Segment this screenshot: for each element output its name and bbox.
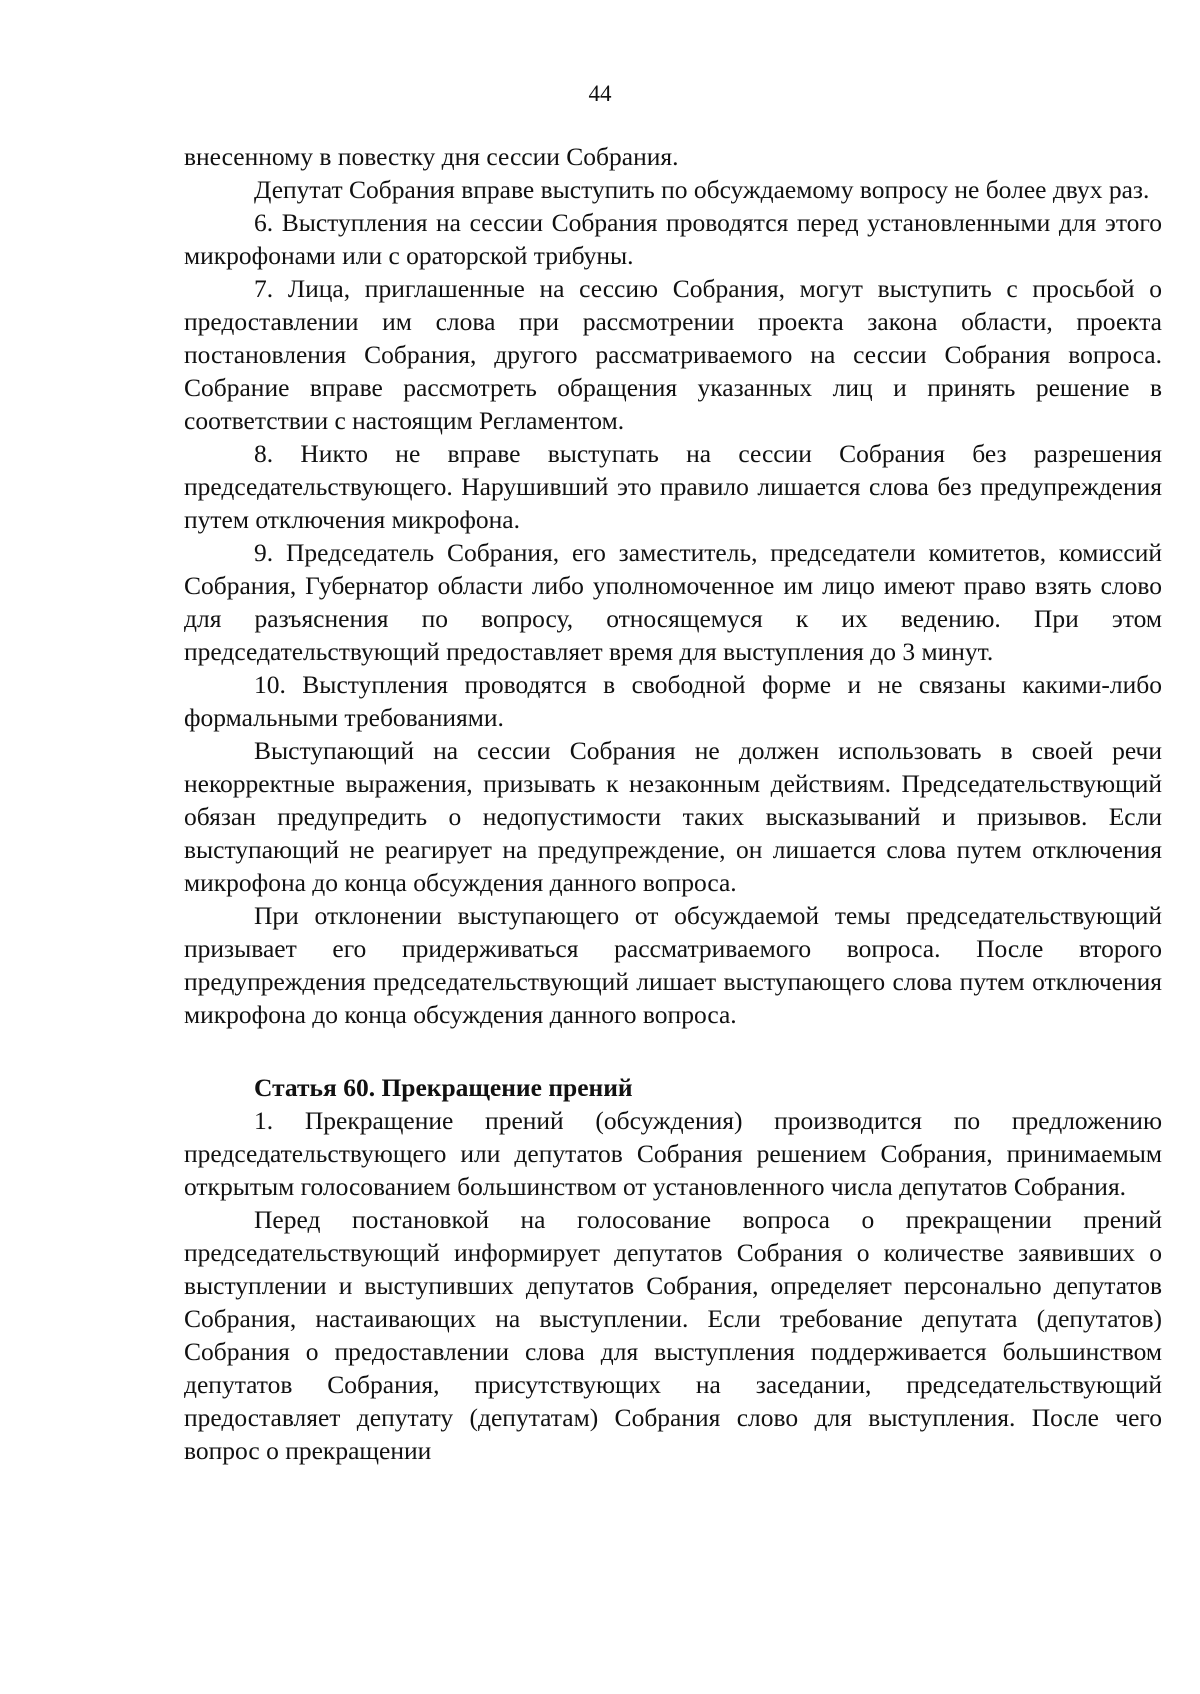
paragraph-article-60-item-1: 1. Прекращение прений (обсуждения) производится по предложению председательствующего или депутатов Собрания решением Собрания, принимаемым открытым голосованием большинством от установленного числа депутатов Собрания.	[184, 1106, 1162, 1201]
page-number: 44	[588, 81, 612, 106]
article-60-heading: Статья 60. Прекращение прений	[254, 1073, 633, 1102]
paragraph-deputy-speaks-twice: Депутат Собрания вправе выступить по обсуждаемому вопросу не более двух раз.	[254, 175, 1150, 204]
paragraph-item-8: 8. Никто не вправе выступать на сессии Собрания без разрешения председательствующего. Нарушивший это правило лишается слова без предупреждения путем отключения микрофона.	[184, 439, 1162, 534]
paragraph-item-7: 7. Лица, приглашенные на сессию Собрания, могут выступить с просьбой о предоставлении им слова при рассмотрении проекта закона области, проекта постановления Собрания, другого рассматриваемого на сессии Собрания вопроса. Собрание вправе рассмотреть обращения указанных лиц и принять решение в соответствии с настоящим Регламентом.	[184, 274, 1162, 435]
paragraph-item-10: 10. Выступления проводятся в свободной форме и не связаны какими-либо формальными требованиями.	[184, 670, 1162, 732]
paragraph-continuation: внесенному в повестку дня сессии Собрания.	[184, 142, 679, 171]
paragraph-speaker-conduct: Выступающий на сессии Собрания не должен использовать в своей речи некорректные выражения, призывать к незаконным действиям. Председательствующий обязан предупредить о недопустимости таких высказываний и призывов. Если выступающий не реагирует на предупреждение, он лишается слова путем отключения микрофона до конца обсуждения данного вопроса.	[184, 736, 1162, 897]
paragraph-before-vote: Перед постановкой на голосование вопроса о прекращении прений председательствующий информирует депутатов Собрания о количестве заявивших о выступлении и выступивших депутатов Собрания, определяет персонально депутатов Собрания, настаивающих на выступлении. Если требование депутата (депутатов) Собрания о предоставлении слова для выступления поддерживается большинством депутатов Собрания, присутствующих на заседании, председательствующий предоставляет депутату (депутатам) Собрания слово для выступления. После чего вопрос о прекращении	[184, 1205, 1162, 1465]
document-body	[184, 140, 1162, 1467]
paragraph-item-6: 6. Выступления на сессии Собрания проводятся перед установленными для этого микрофонами или с ораторской трибуны.	[184, 208, 1162, 270]
paragraph-off-topic: При отклонении выступающего от обсуждаемой темы председательствующий призывает его придерживаться рассматриваемого вопроса. После второго предупреждения председательствующий лишает выступающего слова путем отключения микрофона до конца обсуждения данного вопроса.	[184, 901, 1162, 1029]
paragraph-item-9: 9. Председатель Собрания, его заместитель, председатели комитетов, комиссий Собрания, Губернатор области либо уполномоченное им лицо имеют право взять слово для разъяснения по вопросу, относящемуся к их ведению. При этом председательствующий предоставляет время для выступления до 3 минут.	[184, 538, 1162, 666]
